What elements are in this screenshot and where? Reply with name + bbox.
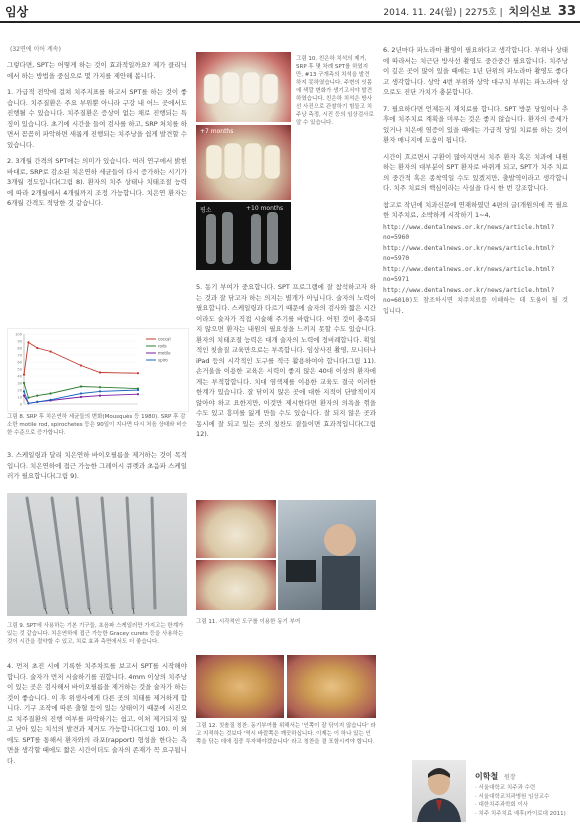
paragraph: 참고로 작년에 치과신문에 연재하였던 4편의 글(개원의에 꼭 필요한 치주치료, 소박하게 시작하기 1~4, [383, 200, 568, 219]
figure-11-photo-c [278, 500, 376, 610]
author-photo [412, 760, 466, 822]
page-number: 33 [557, 4, 576, 19]
photo-label: 평소 [200, 207, 212, 214]
legend-label: spiro [158, 357, 168, 363]
paragraph: 6. 2년마다 파노라마 촬영이 필요하다고 생각합니다. 부위나 상태에 따라서는 치근단 방사선 촬영도 중간중간 필요합니다. 치주낭이 깊은 곳이 많이 있을 때에는 1년 단위의 파노라마 촬영도 좋다고 생각합니다. 상악 4번 부위와 상악 대구치 부위는 파노라마 상으로도 진단 가치가 충분합니다. [383, 46, 568, 96]
data-point-coccal [27, 341, 29, 343]
figure-9-photo [7, 493, 187, 616]
figure-11-photo-a [196, 500, 276, 558]
column-1-bottom [7, 661, 187, 772]
author-bio-item: · 대한치주과학회 이사 [475, 801, 566, 810]
y-tick-label: 40 [17, 374, 22, 379]
bacteria-line-chart [8, 329, 188, 411]
y-tick-label: 20 [17, 388, 22, 393]
reference-link[interactable]: http://www.dentalnews.or.kr/news/article.html?no=6010)도 참조하시면 치주치료를 이해하는 데 도움이 될 것입니다. [383, 286, 568, 315]
data-point-spiro [80, 392, 82, 394]
data-point-coccal [50, 350, 52, 352]
figure-10-xray [196, 202, 291, 270]
data-point-rods [23, 382, 25, 384]
data-point-spiro [50, 399, 52, 401]
data-point-spiro [36, 401, 38, 403]
y-tick-label: 10 [17, 395, 22, 400]
author-bio-item: · 치주 치주치료 예후(카이로대 2011) [475, 810, 566, 819]
figure-11-photo-b [196, 560, 276, 610]
paragraph: 시간이 흐르면서 구환이 많아지면서 치주 환자 혹은 치과에 내원하는 환자의 대부분이 SPT 환자로 바뀌게 되고, SPT가 치주 치료의 중간적 혹은 종착역일 수도 있겠지만, 출발역이라고 생각합니다. 치주 치료의 핵심이라는 사실을 다시 한 번 강조합니다. [383, 152, 568, 192]
series-line-motile [24, 394, 138, 403]
data-point-spiro [137, 389, 139, 391]
figure-12-caption: 그림 12. 칫솔질 칭찬. 동기부여를 위해서는 '인쪽이 잘 닦이지 않습니다' 라고 지적하는 것보다 '역시 바깥쪽은 깨끗하십니다. 이제는 이 하나 있는 인쪽을 닦는 데에 집중 투자해야겠습니다' 라고 칭찬을 곁 포함시켜야 합니다. [196, 723, 376, 745]
figure-11-caption: 그림 11. 시각적인 도구를 이용한 동기 부여 [196, 619, 301, 625]
y-tick-label: 80 [17, 346, 22, 351]
page-header [0, 0, 580, 22]
data-point-coccal [99, 371, 101, 373]
figure-12-photo-a [196, 655, 284, 718]
section-title: 임상 [5, 5, 29, 19]
legend-label: coccal [158, 336, 171, 342]
reference-link[interactable]: http://www.dentalnews.or.kr/news/article.html?no=5960 [383, 223, 555, 241]
data-point-spiro [99, 390, 101, 392]
data-point-coccal [137, 372, 139, 374]
figure-8-chart [7, 328, 189, 412]
reference-links [383, 223, 568, 318]
data-point-rods [50, 392, 52, 394]
column-1-mid [7, 450, 187, 488]
data-point-motile [99, 395, 101, 397]
y-tick-label: 50 [17, 367, 22, 372]
issue-number: 2275호 [465, 8, 497, 18]
figure-9-caption: 그림 9. SPT에 사용하는 기본 기구들, 초음파 스케일러만 가지고는 한계가 있는 것 같습니다. 치은연하에 접근 가능한 Gracey curets 등을 사용하는 것이 시간을 절약할 수 있고, 치료 효과 측면에서도 더 좋습니다. [7, 623, 184, 645]
paragraph: 1. 가급적 전악에 걸쳐 치주지표를 하고서 SPT를 하는 것이 좋습니다. 치주질환은 주요 부위뿐 아니라 구강 내 어느 곳에서도 진행될 수 있습니다. 치주질환은 증상이 없는 채로 진행되는 특징이 있습니다. 초기에 시간을 들여 검사를 하고, SRP 처치를 하면서 꼼꼼히 파악하면 새롭게 진행되는 치주낭을 쉽게 발견할 수 있습니다. [7, 88, 187, 149]
legend-label: motile [158, 350, 171, 356]
figure-12-photo-b [287, 655, 376, 718]
data-point-coccal [80, 364, 82, 366]
column-1-top [7, 60, 187, 215]
y-tick-label: 60 [17, 360, 22, 365]
paragraph: 3. 스케일링과 달리 치은연하 바이오필름을 제거하는 것이 목적입니다. 치은연하에 접근 가능한 그레이시 큐렛과 초음파 스케일러가 필요합니다(그림 9). [7, 451, 187, 480]
photo-label: +7 months [200, 128, 234, 135]
paragraph: 7. 필요하다면 언제든지 재치료를 합니다. SPT 방문 당일이나 추후에 치주치료 계획을 미루는 것은 좋지 않습니다. 환자의 증세가 있거나 치은에 염증이 있을 때에는 가급적 당일 치료를 하는 것이 환자 매니지에 도움이 됩니다. [383, 104, 568, 144]
data-point-spiro [27, 402, 29, 404]
paragraph: 그렇다면, SPT는 어떻게 하는 것이 효과적일까요? 제가 클리닉에서 하는 방법을 중심으로 몇 가지를 제안해 봅니다. [7, 61, 187, 80]
author-name: 이학철 [475, 772, 499, 781]
photo-label: +10 months [246, 205, 284, 212]
paragraph: 4. 먼저 초진 시에 기록한 치주차트를 보고서 SPT를 시작해야 합니다. 술자가 먼저 시술하기를 권합니다. 4mm 이상의 치주낭이 있는 곳은 검사해서 바이오필름을 제거하는 것을 술자가 하는 것이 좋습니다. 이 후 위생사에게 다른 곳의 치태를 제거하게 합니다. 기구 조작에 따른 출혈 등이 있는 상태이기 때문에 시진으로 치주질환의 진행 여부를 파악하기는 쉽고, 이처 제거되지 않고 남아 있는 치석의 발견과 제거도 가능합니다(그림 10). 이 외에도 SPT를 통해서 환자와의 라포(rapport) 형성을 한다는 측면을 생각할 때에도 짧은 시간이더도 술자의 존재가 꼭 요구됩니다. [7, 662, 187, 765]
header-info: 2014. 11. 24(월) | 2275호 | 치의신보 33 [383, 4, 576, 19]
instruments-image [7, 493, 187, 616]
data-point-motile [137, 393, 139, 395]
reference-link[interactable]: http://www.dentalnews.or.kr/news/article.html?no=5971 [383, 265, 555, 283]
data-point-spiro [23, 390, 25, 392]
paragraph: 2. 3개월 간격의 SPT에는 의미가 있습니다. 여러 연구에서 밝힌 바대로, SRP로 감소된 치은연하 세균들이 다시 증가하는 시기가 3개월 정도입니다(그림 8). 환자의 치주 상태나 치태조절 능력에 따라 2개월에서 4개월까지 조정 가능합니다. 치은연 환자는 6개월 간격도 적당한 것 같습니다. [7, 157, 187, 207]
y-tick-label: 90 [17, 339, 22, 344]
author-name-line [475, 771, 516, 782]
continuation-note: (32면에 이어 계속) [10, 46, 61, 53]
newspaper-name: 치의신보 [508, 5, 552, 18]
data-point-coccal [23, 374, 25, 376]
data-point-rods [27, 397, 29, 399]
figure-10-caption: 그림 10. 친은하 치석의 제거, SRP 후 몇 차례 SPT를 하였지만, #13 구개측의 치석을 발견하지 못하였습니다. 주변의 잇몸에 색깔 변화가 생기고서야 발견하였습니다. 친은하 치석은 방사선 사진으로 관찰하기 힘들고 치주낭 측정, 시진 등의 임상검사로 알 수 있습니다. [296, 56, 374, 126]
y-tick-label: 0 [19, 402, 22, 407]
data-point-motile [80, 396, 82, 398]
header-rule [0, 21, 580, 23]
series-line-coccal [24, 342, 138, 374]
column-3-text [383, 45, 568, 317]
author-bio [475, 784, 566, 818]
legend-label: rods [158, 343, 167, 349]
y-tick-label: 30 [17, 381, 22, 386]
data-point-coccal [36, 347, 38, 349]
author-bio-item: · 서울대학교치과병원 임상교수 [475, 793, 566, 802]
figure-10-photo-a [196, 52, 291, 122]
author-role: 원장 [503, 774, 516, 781]
data-point-rods [99, 386, 101, 388]
figure-8-caption: 그림 8. SRP 후 치은연하 세균들의 변화(Mousquès 등 1980). SRP 후 감소한 motile rod, spirochetes 등은 90일이 지나면 다시 처음 상태와 비슷한 수준으로 증가합니다. [7, 414, 187, 436]
data-point-rods [80, 385, 82, 387]
y-tick-label: 70 [17, 353, 22, 358]
author-bio-item: · 서울대학교 치주과 수련 [475, 784, 566, 793]
y-tick-label: 100 [15, 332, 22, 337]
paragraph: 5. 동기 부여가 중요합니다. SPT 프로그램에 잘 참석하고자 하는 것과 잘 닦고자 하는 의지는 별개가 아닙니다. 술자의 노력이 필요합니다. 스케일링과 다르기 때문에 술자의 검사와 짧은 시간이라도 술자가 직접 시술해 주기를 바랍니다. 어떤 것이 충족되지 않으면 환자는 내원의 필요성을 느끼지 못할 수도 있습니다. 환자의 치태조절 능력은 대개 술자의 노력에 정비례합니다. 획일적인 칫솔질 교육만으로는 부족합니다. 임상사진 촬영, 모니터나 iPad 등의 시각적인 도구를 적극 활용하여야 합니다(그림 11). 손거울을 이용한 교육은 시력이 좋지 않은 40대 이상의 환자에게는 부적합합니다. 치대 염색제를 이용한 교육도 결국 이러한 한계가 있습니다. 잘 닦이지 않은 곳에 대한 지적이 단발적이지 않아야 하고 요한지만, 이것만 제시한다면 환자의 의욕을 꺾을 수도 있고 흥미를 잃게 만들 수도 있습니다. 잘 되지 않은 곳과 동시에 잘 되고 있는 곳의 칭찬도 곁들이면 효과적입니다(그림 12). [196, 283, 376, 438]
reference-link[interactable]: http://www.dentalnews.or.kr/news/article.html?no=5970 [383, 244, 555, 262]
data-point-rods [36, 395, 38, 397]
data-point-motile [23, 395, 25, 397]
figure-10-photo-b [196, 125, 291, 200]
column-2-text [196, 282, 376, 446]
issue-date: 2014. 11. 24(월) [383, 8, 457, 18]
